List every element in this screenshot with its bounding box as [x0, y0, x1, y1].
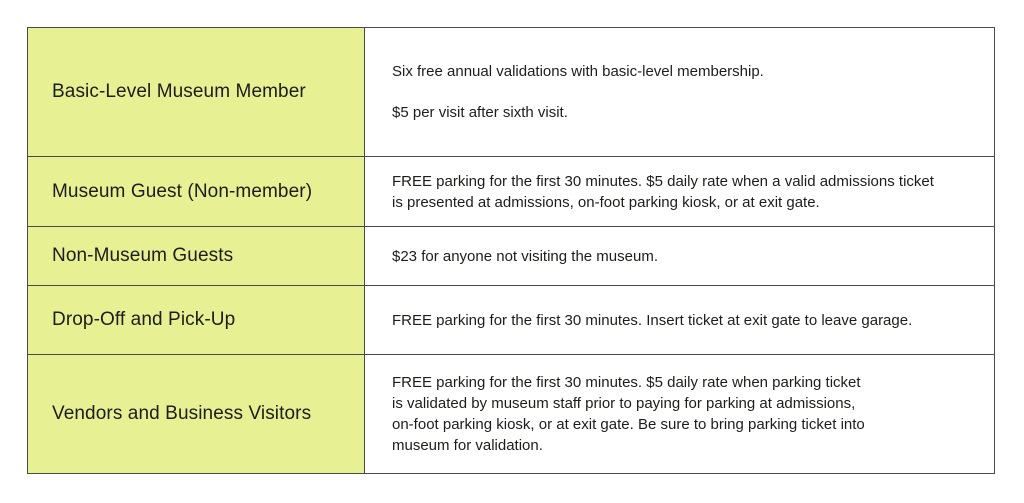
row-label-vendors-business: Vendors and Business Visitors: [28, 355, 365, 473]
row-description-drop-off-pick-up: [365, 286, 994, 355]
description-line: $23 for anyone not visiting the museum.: [392, 247, 658, 265]
description-line: Six free annual validations with basic-level membership.: [392, 63, 764, 80]
row-label-non-museum-guests: Non-Museum Guests: [28, 227, 365, 286]
description-paragraph: [392, 310, 980, 331]
row-label-drop-off-pick-up: Drop-Off and Pick-Up: [28, 286, 365, 355]
row-label-basic-member: Basic-Level Museum Member: [28, 28, 365, 157]
description-line: on-foot parking kiosk, or at exit gate. Be sure to bring parking ticket into: [392, 416, 865, 433]
description-paragraph: [392, 171, 980, 213]
description-line: FREE parking for the first 30 minutes. Insert ticket at exit gate to leave garage.: [392, 311, 913, 329]
description-paragraph: [392, 246, 980, 267]
description-line: is presented at admissions, on-foot parking kiosk, or at exit gate.: [392, 193, 820, 211]
description-line: is validated by museum staff prior to paying for parking at admissions,: [392, 395, 856, 412]
description-line: $5 per visit after sixth visit.: [392, 104, 568, 121]
description-line: museum for validation.: [392, 437, 543, 454]
description-line: FREE parking for the first 30 minutes. $5 daily rate when parking ticket: [392, 374, 861, 391]
row-description-museum-guest: [365, 157, 994, 227]
row-label-museum-guest: Museum Guest (Non-member): [28, 157, 365, 227]
description-paragraph: [392, 61, 980, 82]
parking-rates-table: [27, 27, 995, 474]
row-description-non-museum-guests: [365, 227, 994, 286]
row-description-basic-member: [365, 28, 994, 157]
description-paragraph: [392, 372, 980, 456]
row-description-vendors-business: [365, 355, 994, 473]
description-paragraph: [392, 102, 980, 123]
description-line: FREE parking for the first 30 minutes. $5 daily rate when a valid admissions ticket: [392, 172, 934, 190]
